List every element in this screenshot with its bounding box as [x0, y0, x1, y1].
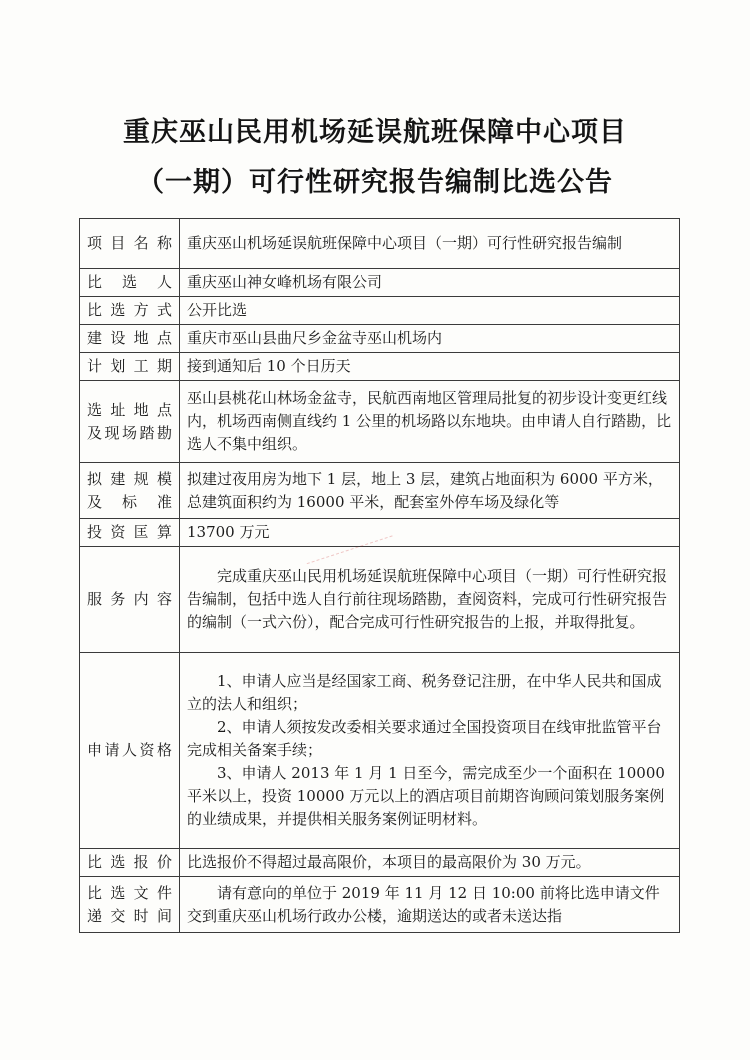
table-row [80, 325, 680, 353]
row-label-site-line-1: 选址地点 [87, 400, 172, 419]
table-row [80, 353, 680, 381]
row-label-method: 比选方式 [87, 301, 172, 319]
row-label-location: 建设地点 [87, 329, 172, 347]
row-value-schedule: 接到通知后 10 个日历天 [180, 353, 680, 381]
row-label-project-name: 项目名称 [87, 234, 172, 252]
row-label-scale-line-1: 拟建规模 [87, 469, 172, 488]
row-value-service: 完成重庆巫山民用机场延误航班保障中心项目（一期）可行性研究报告编制，包括中选人自行前往现场踏勘，查阅资料，完成可行性研究报告的编制（一式六份），配合完成可行性研究报告的上报，并取得批复。 [180, 547, 680, 653]
qualification-item-2: 2、申请人须按发改委相关要求通过全国投资项目在线审批监管平台完成相关备案手续； [187, 718, 662, 759]
table-row [80, 547, 680, 653]
row-value-site: 巫山县桃花山林场金盆寺，民航西南地区管理局批复的初步设计变更红线内，机场西南侧直线约 1 公里的机场路以东地块。由申请人自行踏勘，比选人不集中组织。 [180, 381, 680, 463]
row-label-investment: 投资匡算 [87, 523, 172, 541]
row-value-method: 公开比选 [180, 297, 680, 325]
row-label-schedule: 计划工期 [87, 357, 172, 375]
table-row [80, 297, 680, 325]
table-row [80, 849, 680, 877]
table-row [80, 219, 680, 269]
row-value-selector: 重庆巫山神女峰机场有限公司 [180, 269, 680, 297]
row-value-scale: 拟建过夜用房为地下 1 层，地上 3 层，建筑占地面积为 6000 平方米，总建筑面积约为 16000 平米，配套室外停车场及绿化等 [180, 463, 680, 519]
row-label-price: 比选报价 [87, 853, 172, 871]
announcement-table [79, 218, 680, 933]
row-label-selector: 比选人 [87, 273, 172, 291]
table-row [80, 269, 680, 297]
row-label-service: 服务内容 [87, 590, 172, 608]
row-value-qualification [180, 653, 680, 849]
table-row [80, 877, 680, 933]
row-label-site-line-2: 及现场踏勘 [87, 423, 172, 442]
row-label-qualification: 申请人资格 [87, 741, 172, 759]
table-row [80, 381, 680, 463]
row-value-price: 比选报价不得超过最高限价，本项目的最高限价为 30 万元。 [180, 849, 680, 877]
row-value-project-name: 重庆巫山机场延误航班保障中心项目（一期）可行性研究报告编制 [180, 219, 680, 269]
row-value-submission: 请有意向的单位于 2019 年 11 月 12 日 10:00 前将比选申请文件交到重庆巫山机场行政办公楼，逾期送达的或者未送达指 [180, 877, 680, 933]
qualification-item-3: 3、申请人 2013 年 1 月 1 日至今，需完成至少一个面积在 10000 平米以上，投资 10000 万元以上的酒店项目前期咨询顾问策划服务案例的业绩成果，并提供相关服务案例证明材料。 [187, 764, 665, 828]
row-label-submission-line-1: 比选文件 [87, 883, 172, 902]
doc-title-line-1: 重庆巫山民用机场延误航班保障中心项目 [123, 117, 627, 148]
row-value-investment: 13700 万元 [180, 519, 680, 547]
row-label-scale-line-2: 及标准 [87, 492, 172, 511]
table-row [80, 653, 680, 849]
doc-title-line-2: （一期）可行性研究报告编制比选公告 [137, 167, 613, 198]
row-value-location: 重庆市巫山县曲尺乡金盆寺巫山机场内 [180, 325, 680, 353]
qualification-item-1: 1、申请人应当是经国家工商、税务登记注册，在中华人民共和国成立的法人和组织； [187, 672, 662, 713]
row-label-submission-line-2: 递交时间 [87, 906, 172, 925]
